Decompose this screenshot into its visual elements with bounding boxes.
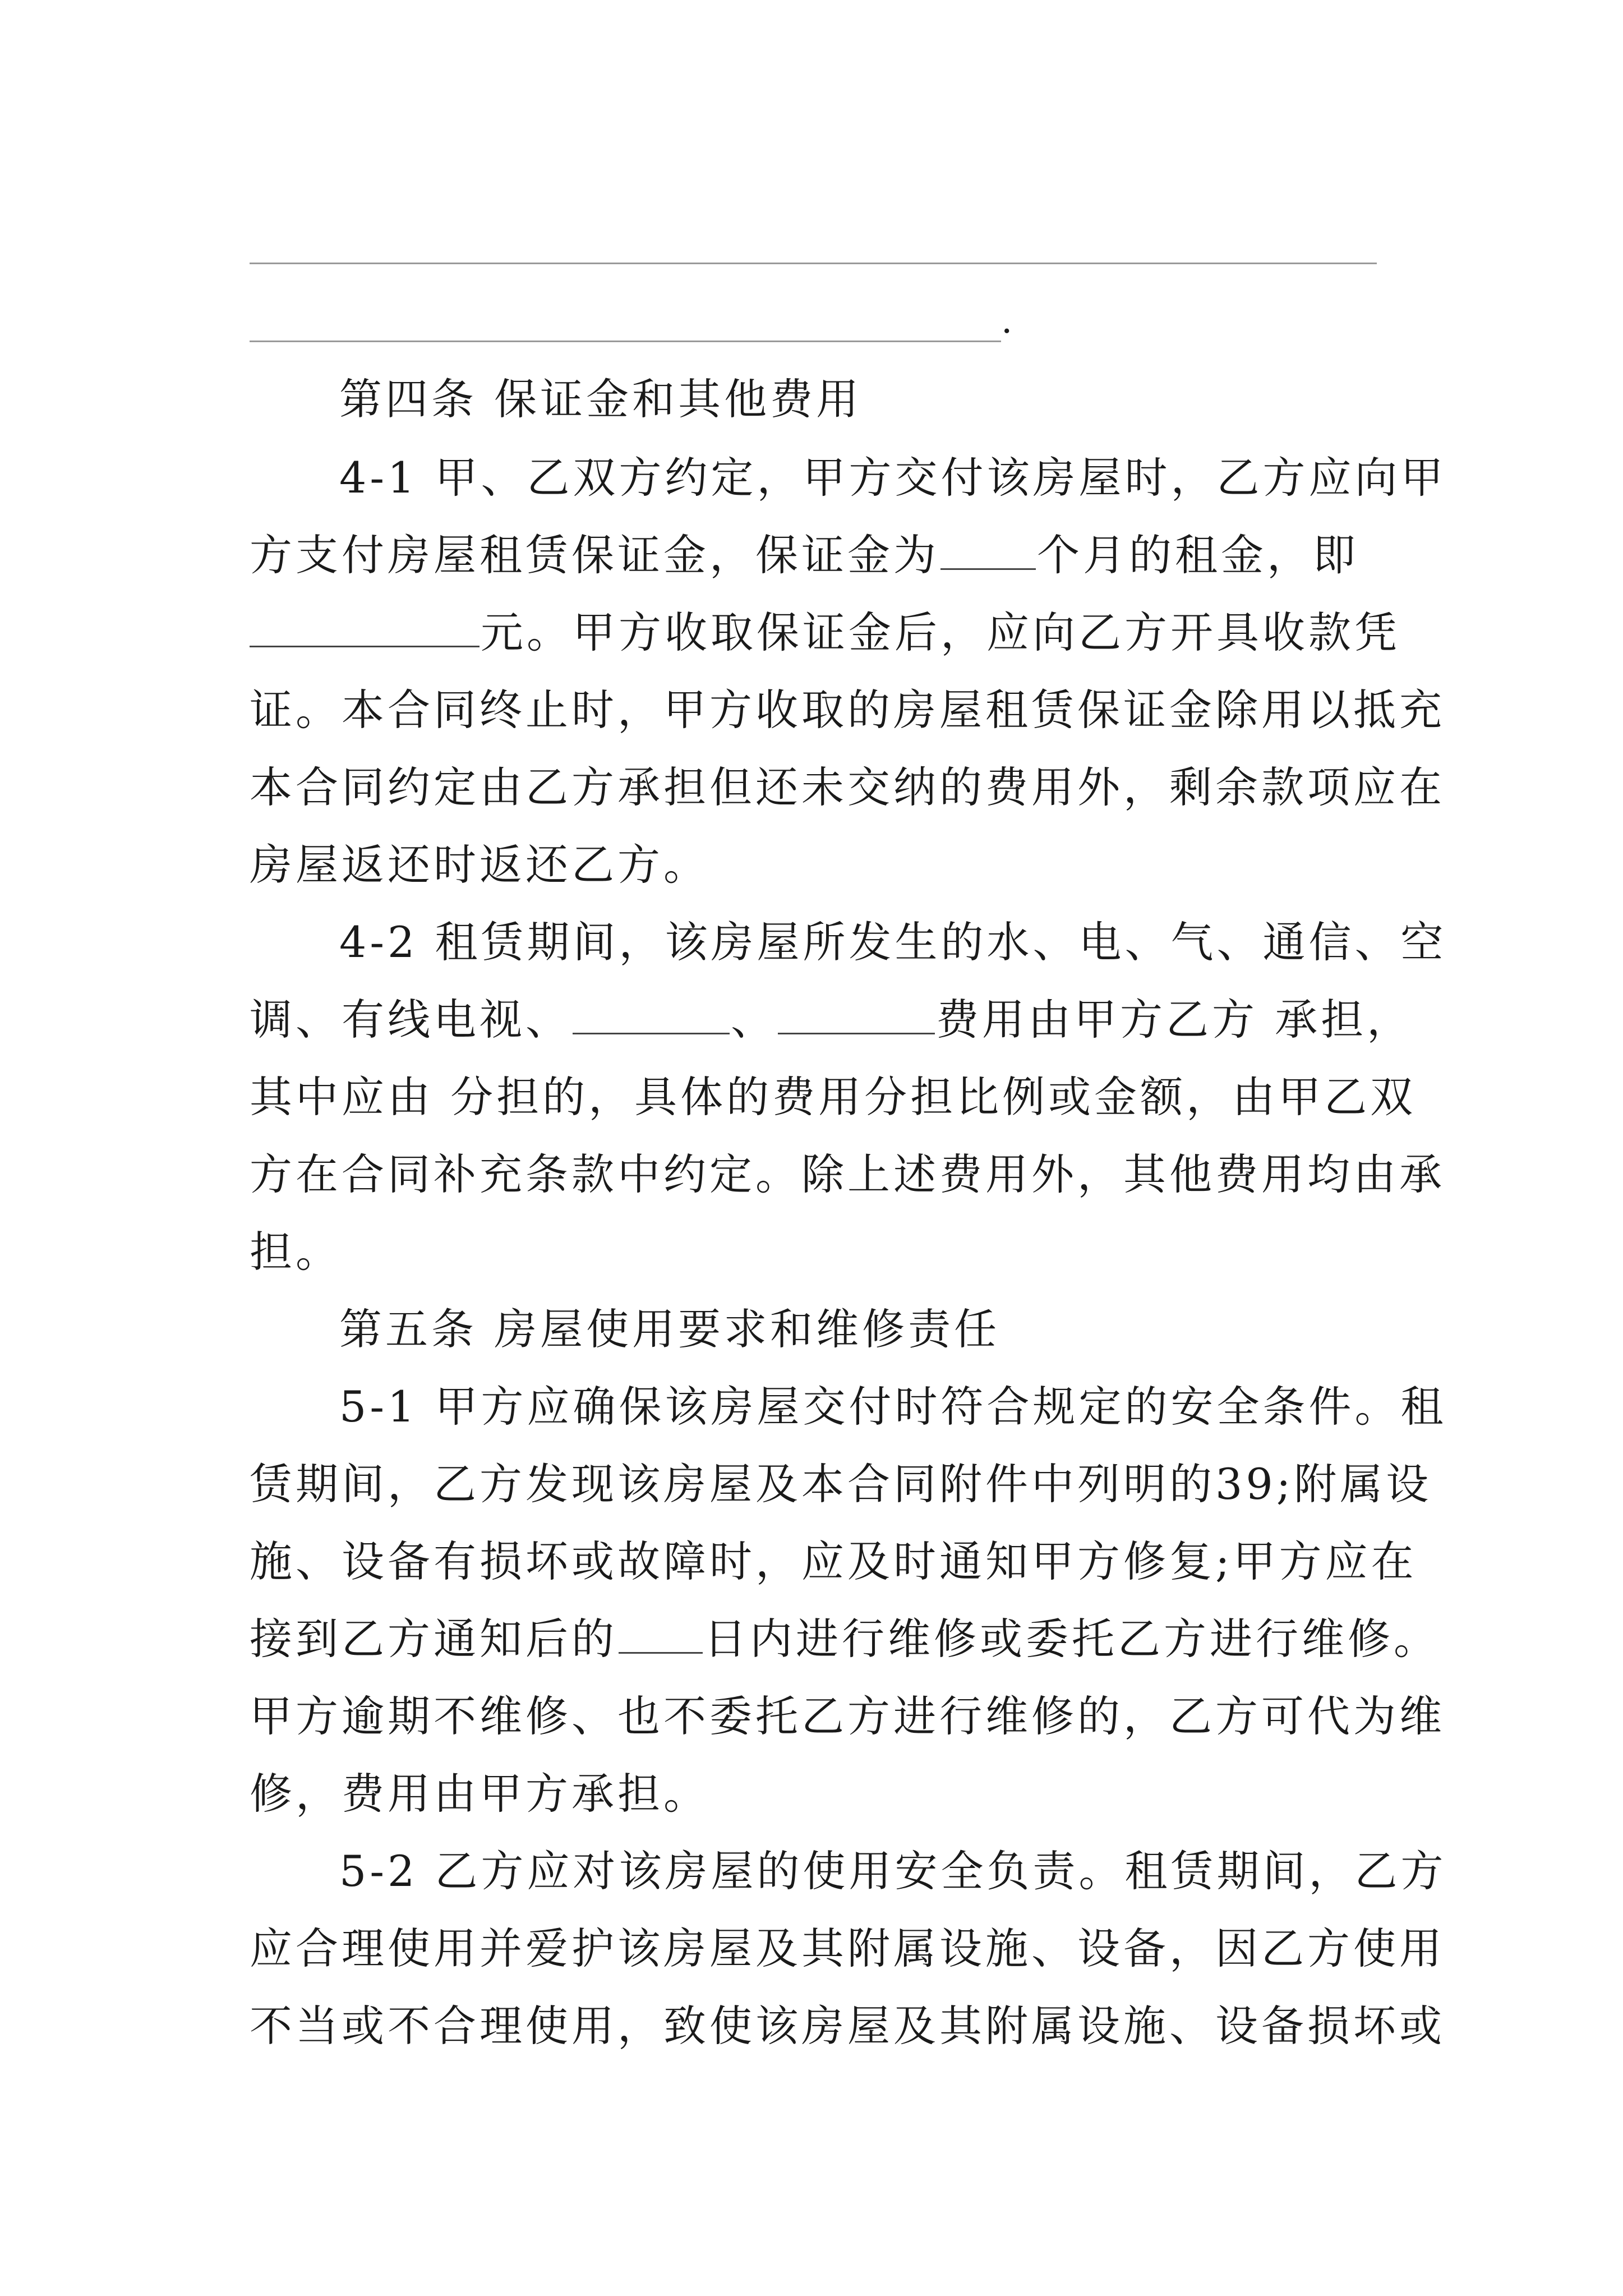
paragraph-line: 担。 bbox=[250, 1227, 342, 1277]
paragraph-line: 5-2 乙方应对该房屋的使用安全负责。租赁期间，乙方 bbox=[339, 1846, 1447, 1896]
paragraph-line: 修，费用由甲方承担。 bbox=[250, 1769, 709, 1819]
paragraph-line: 应合理使用并爱护该房屋及其附属设施、设备，因乙方使用 bbox=[250, 1924, 1445, 1973]
paragraph-line: 房屋返还时返还乙方。 bbox=[250, 840, 709, 890]
article-4-heading: 第四条 保证金和其他费用 bbox=[339, 374, 863, 424]
line-end-period: . bbox=[1001, 300, 1013, 342]
paragraph-line: 不当或不合理使用，致使该房屋及其附属设施、设备损坏或 bbox=[250, 2001, 1445, 2051]
paragraph-line: 方在合同补充条款中约定。除上述费用外，其他费用均由承 bbox=[250, 1149, 1445, 1199]
paragraph-line: 赁期间，乙方发现该房屋及本合同附件中列明的39;附属设 bbox=[250, 1459, 1432, 1509]
blank-days bbox=[619, 1617, 703, 1654]
article-5-heading: 第五条 房屋使用要求和维修责任 bbox=[339, 1304, 1000, 1354]
paragraph-line: 4-2 租赁期间，该房屋所发生的水、电、气、通信、空 bbox=[339, 917, 1447, 967]
blank-months bbox=[940, 533, 1036, 570]
paragraph-line: 5-1 甲方应确保该房屋交付时符合规定的安全条件。租 bbox=[339, 1382, 1447, 1432]
paragraph-line: 甲方逾期不维修、也不委托乙方进行维修的，乙方可代为维 bbox=[250, 1691, 1445, 1741]
paragraph-line: 元。甲方收取保证金后，应向乙方开具收款凭 bbox=[250, 610, 1405, 655]
blank-fee-item bbox=[573, 998, 730, 1034]
paragraph-line: 施、设备有损坏或故障时，应及时通知甲方修复;甲方应在 bbox=[250, 1536, 1417, 1586]
blank-fill-line bbox=[250, 341, 1001, 342]
paragraph-line: 接到乙方通知后的 日内进行维修或委托乙方进行维修。 bbox=[250, 1614, 1440, 1664]
paragraph-line: 证。本合同终止时，甲方收取的房屋租赁保证金除用以抵充 bbox=[250, 685, 1445, 735]
paragraph-line: 4-1 甲、乙双方约定，甲方交付该房屋时，乙方应向甲 bbox=[339, 453, 1447, 503]
blank-amount bbox=[250, 611, 479, 647]
paragraph-line: 本合同约定由乙方承担但还未交纳的费用外，剩余款项应在 bbox=[250, 762, 1445, 812]
blank-fill-line bbox=[250, 263, 1377, 264]
paragraph-line: 其中应由 分担的，具体的费用分担比例或金额，由甲乙双 bbox=[250, 1072, 1417, 1122]
blank-fee-item bbox=[778, 998, 935, 1034]
paragraph-line: 方支付房屋租赁保证金，保证金为 个月的租金，即 bbox=[250, 530, 1359, 580]
paragraph-line: 调、有线电视、 、 费用由甲方乙方 承担， bbox=[250, 995, 1413, 1045]
